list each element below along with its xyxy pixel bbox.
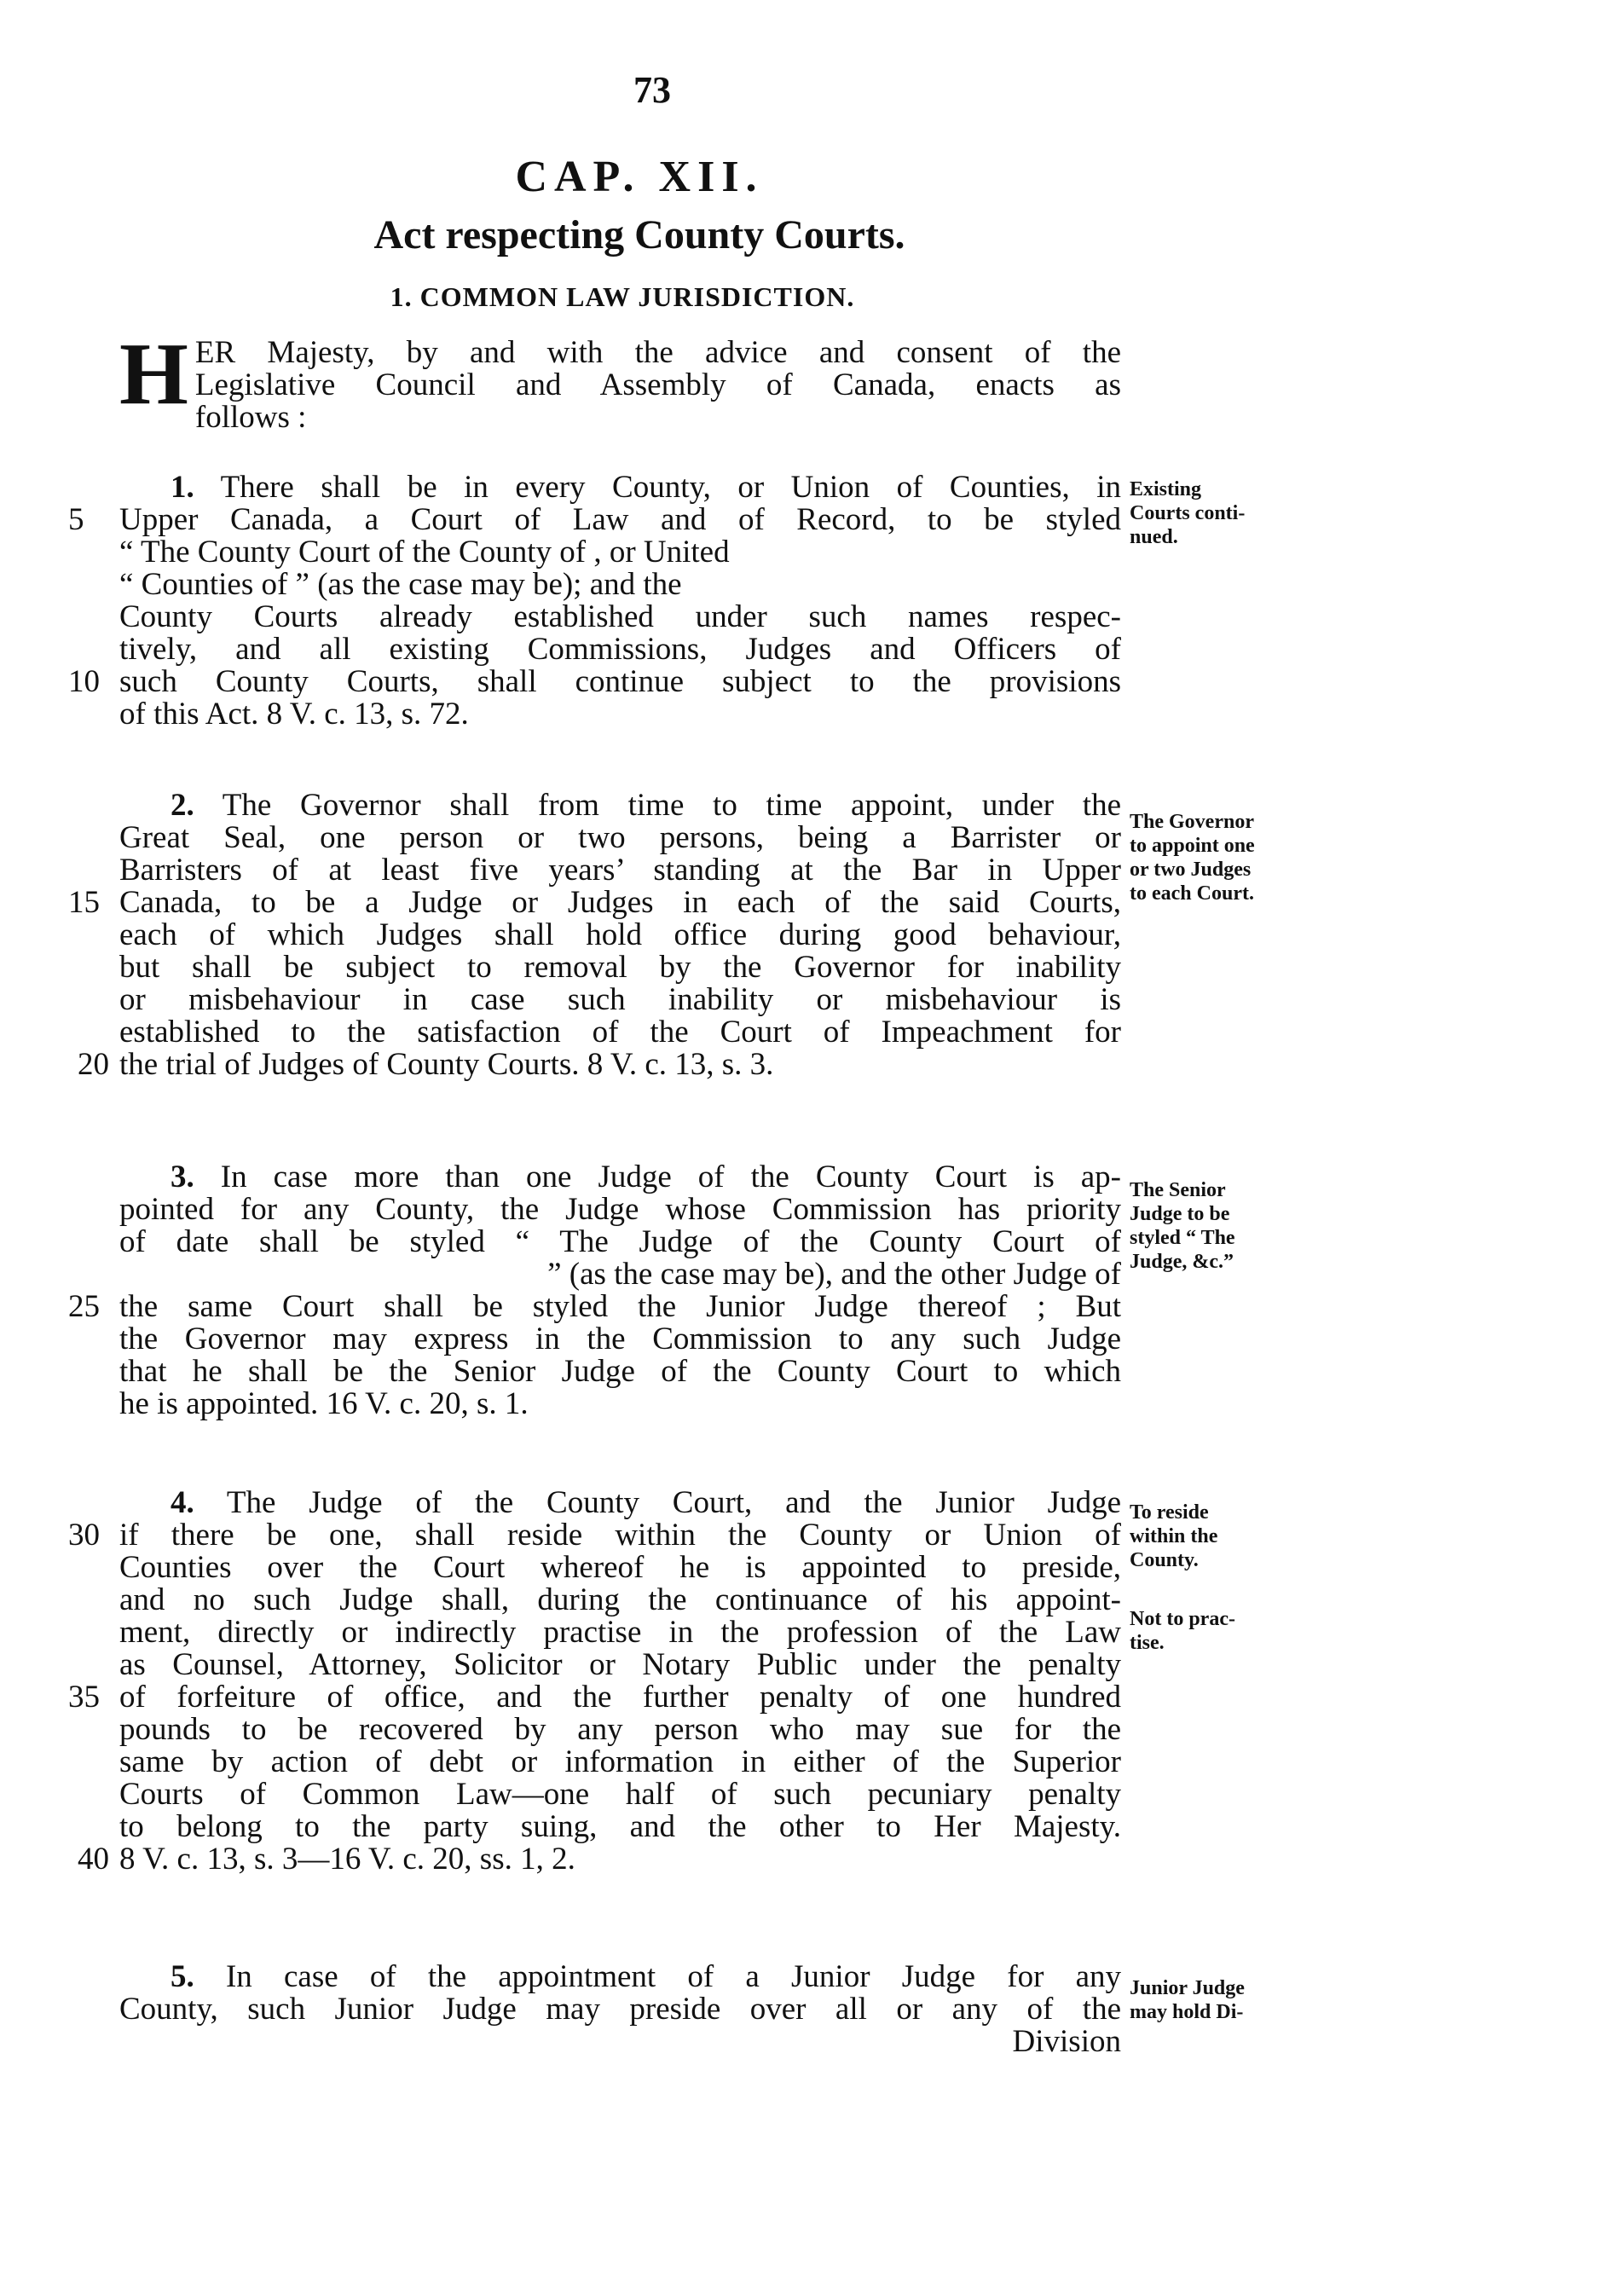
text-line: as Counsel, Attorney, Solicitor or Notary Public under the penalty bbox=[119, 1647, 1121, 1682]
text-line: ER Majesty, by and with the advice and consent of the bbox=[194, 335, 1121, 370]
side-note-3: The Senior Judge to be styled “ The Judge, &c.” bbox=[1130, 1179, 1235, 1273]
side-note-2: The Governor to appoint one or two Judges to each Court. bbox=[1130, 811, 1255, 905]
section-number: 2. bbox=[171, 788, 194, 823]
text-line: ” (as the case may be), and the other Judge of bbox=[547, 1257, 1121, 1292]
text-line: 5 Upper Canada, a Court of Law and of Record, to be styled bbox=[68, 502, 1121, 537]
catchword: Division bbox=[1012, 2024, 1121, 2059]
preamble bbox=[119, 325, 1121, 435]
text-line: “ Counties of ” (as the case may be); and the bbox=[119, 567, 682, 602]
line-number: 35 bbox=[68, 1680, 100, 1715]
text-line: 3. In case more than one Judge of the County Court is ap- bbox=[171, 1160, 1122, 1194]
text-line: County Courts already established under such names respec- bbox=[119, 599, 1121, 634]
section-heading: 1. COMMON LAW JURISDICTION. bbox=[390, 281, 855, 312]
side-note-1: Existing Courts conti- nued. bbox=[1130, 478, 1246, 548]
text-line: to belong to the party suing, and the other to Her Majesty. bbox=[119, 1809, 1121, 1844]
text-line: each of which Judges shall hold office during good behaviour, bbox=[119, 917, 1121, 952]
text-line: 1. There shall be in every County, or Union of Counties, in bbox=[171, 470, 1121, 505]
text-line: Counties over the Court whereof he is appointed to preside, bbox=[119, 1550, 1121, 1585]
side-note-4: To reside within the County. bbox=[1130, 1501, 1218, 1571]
text-line: same by action of debt or information in either of the Superior bbox=[119, 1744, 1121, 1779]
text-line: Legislative Council and Assembly of Canada, enacts as bbox=[194, 367, 1121, 402]
line-number: 15 bbox=[68, 885, 100, 920]
section-number: 1. bbox=[171, 470, 194, 505]
line-number: 10 bbox=[68, 664, 100, 699]
line-number: 5 bbox=[68, 502, 84, 537]
text-line: pounds to be recovered by any person who may sue for the bbox=[119, 1712, 1121, 1747]
section-3 bbox=[68, 1160, 1122, 1421]
text-line: follows : bbox=[194, 400, 307, 435]
text-line: 5. In case of the appointment of a Junior Judge for any bbox=[171, 1959, 1122, 1994]
section-2 bbox=[68, 788, 1121, 1082]
page-number: 73 bbox=[633, 69, 671, 111]
text-line: and no such Judge shall, during the continuance of his appoint- bbox=[119, 1582, 1121, 1617]
text-line: Barristers of at least five years’ standing at the Bar in Upper bbox=[119, 853, 1121, 888]
section-number: 3. bbox=[171, 1160, 194, 1194]
text-line: tively, and all existing Commissions, Judges and Officers of bbox=[119, 632, 1121, 667]
text-line: Great Seal, one person or two persons, being a Barrister or bbox=[119, 820, 1121, 855]
section-4 bbox=[68, 1485, 1121, 1877]
text-line: ment, directly or indirectly practise in the profession of the Law bbox=[119, 1615, 1121, 1650]
text-line: or misbehaviour in case such inability or misbehaviour is bbox=[119, 982, 1121, 1017]
text-line: the Governor may express in the Commission to any such Judge bbox=[119, 1322, 1121, 1356]
act-title: Act respecting County Courts. bbox=[373, 212, 905, 257]
line-number: 30 bbox=[68, 1518, 100, 1553]
text-line: 40 8 V. c. 13, s. 3—16 V. c. 20, ss. 1, 2. bbox=[119, 1843, 1121, 1876]
text-line: 15 Canada, to be a Judge or Judges in each of the said Courts, bbox=[68, 885, 1121, 920]
text-line: of date shall be styled “ The Judge of the County Court of bbox=[119, 1224, 1121, 1259]
text-line: 4. The Judge of the County Court, and the Junior Judge bbox=[171, 1485, 1121, 1520]
text-line: 10 such County Courts, shall continue subject to the provisions bbox=[68, 664, 1121, 699]
line-number: 40 bbox=[78, 1842, 109, 1877]
text-line: he is appointed. 16 V. c. 20, s. 1. bbox=[119, 1386, 529, 1421]
text-line: of this Act. 8 V. c. 13, s. 72. bbox=[119, 697, 469, 732]
side-note-4b: Not to prac- tise. bbox=[1130, 1608, 1235, 1654]
chapter-heading: CAP. XII. bbox=[515, 153, 764, 201]
section-number: 4. bbox=[171, 1485, 194, 1520]
text-line: 20 the trial of Judges of County Courts. 8 V. c. 13, s. 3. bbox=[119, 1049, 1121, 1081]
side-note-5: Junior Judge may hold Di- bbox=[1130, 1977, 1245, 2023]
drop-cap: H bbox=[119, 325, 188, 423]
text-line: County, such Junior Judge may preside over all or any of the bbox=[119, 1992, 1121, 2027]
text-line: 35 of forfeiture of office, and the further penalty of one hundred bbox=[68, 1680, 1121, 1715]
section-number: 5. bbox=[171, 1959, 194, 1994]
text-line: 25 the same Court shall be styled the Junior Judge thereof ; But bbox=[68, 1289, 1121, 1324]
section-1 bbox=[68, 470, 1121, 732]
text-line: “ The County Court of the County of , or United bbox=[119, 535, 730, 570]
text-line: established to the satisfaction of the Court of Impeachment for bbox=[119, 1015, 1121, 1050]
text-line: Courts of Common Law—one half of such pecuniary penalty bbox=[119, 1777, 1121, 1812]
text-line: but shall be subject to removal by the Governor for inability bbox=[119, 950, 1121, 985]
text-line: pointed for any County, the Judge whose Commission has priority bbox=[119, 1192, 1121, 1227]
text-line: 30 if there be one, shall reside within the County or Union of bbox=[68, 1518, 1121, 1553]
section-5 bbox=[119, 1961, 1121, 2058]
text-line: that he shall be the Senior Judge of the County Court to which bbox=[119, 1354, 1121, 1389]
text-line: 2. The Governor shall from time to time appoint, under the bbox=[171, 788, 1121, 823]
line-number: 25 bbox=[68, 1289, 100, 1324]
line-number: 20 bbox=[78, 1047, 109, 1082]
